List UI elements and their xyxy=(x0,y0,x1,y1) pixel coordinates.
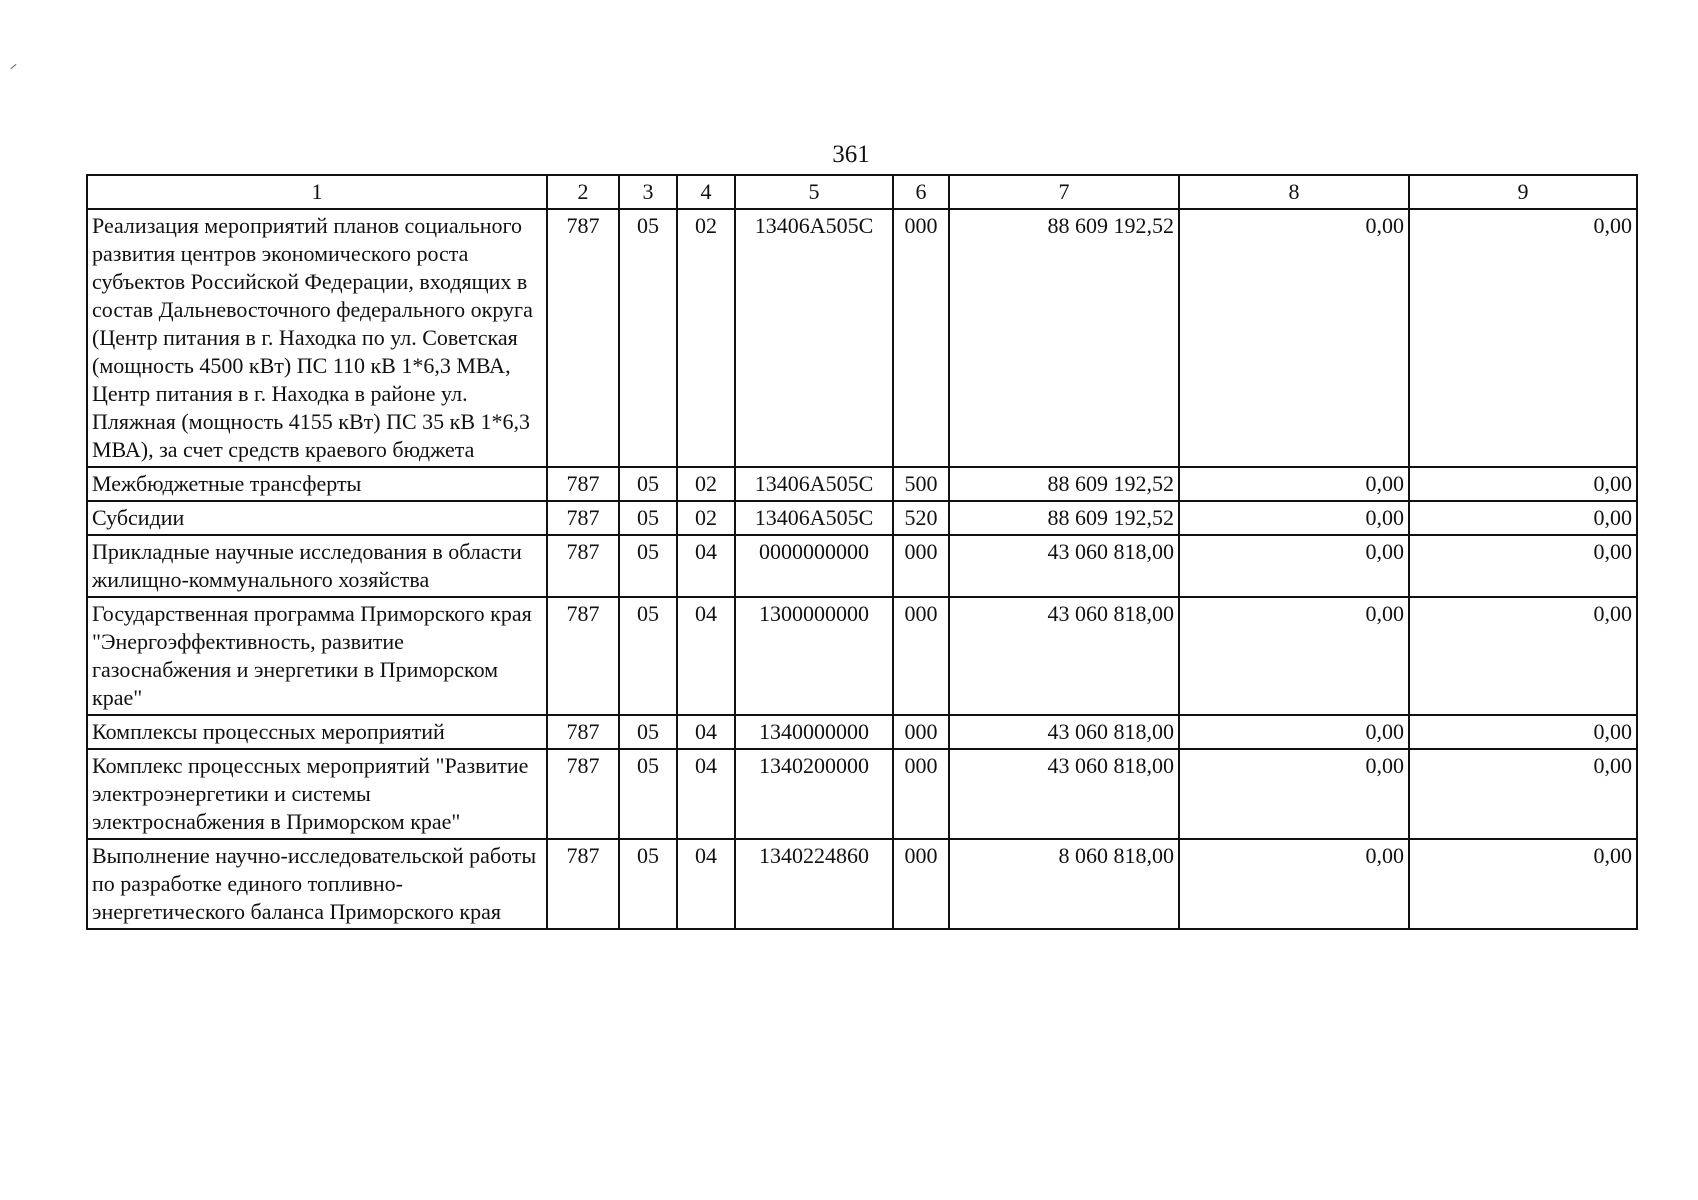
row-col-5: 1340000000 xyxy=(735,715,893,749)
row-col-2: 787 xyxy=(547,209,619,467)
row-col-7: 88 609 192,52 xyxy=(949,209,1179,467)
row-col-6: 000 xyxy=(893,209,949,467)
header-col-2: 2 xyxy=(547,175,619,209)
row-name: Межбюджетные трансферты xyxy=(87,467,547,501)
row-col-9: 0,00 xyxy=(1409,715,1637,749)
table-row xyxy=(87,839,1637,929)
row-col-3: 05 xyxy=(619,597,677,715)
row-col-8: 0,00 xyxy=(1179,501,1409,535)
row-col-2: 787 xyxy=(547,501,619,535)
row-col-6: 000 xyxy=(893,597,949,715)
budget-table xyxy=(86,174,1638,930)
table-row xyxy=(87,467,1637,501)
row-col-2: 787 xyxy=(547,597,619,715)
row-col-9: 0,00 xyxy=(1409,467,1637,501)
row-col-4: 04 xyxy=(677,715,735,749)
row-col-3: 05 xyxy=(619,209,677,467)
row-col-8: 0,00 xyxy=(1179,749,1409,839)
row-col-3: 05 xyxy=(619,715,677,749)
row-col-6: 520 xyxy=(893,501,949,535)
row-col-4: 04 xyxy=(677,535,735,597)
row-col-8: 0,00 xyxy=(1179,715,1409,749)
row-col-9: 0,00 xyxy=(1409,535,1637,597)
header-col-1: 1 xyxy=(87,175,547,209)
row-col-3: 05 xyxy=(619,467,677,501)
row-col-8: 0,00 xyxy=(1179,467,1409,501)
row-col-8: 0,00 xyxy=(1179,839,1409,929)
table-row xyxy=(87,209,1637,467)
row-col-6: 000 xyxy=(893,839,949,929)
row-col-8: 0,00 xyxy=(1179,535,1409,597)
row-col-4: 04 xyxy=(677,839,735,929)
table-row xyxy=(87,749,1637,839)
row-name: Государственная программа Приморского края "Энергоэффективность, развитие газоснабжения и энергетики в Приморском крае" xyxy=(87,597,547,715)
row-col-8: 0,00 xyxy=(1179,597,1409,715)
table-row xyxy=(87,535,1637,597)
row-name: Прикладные научные исследования в области жилищно-коммунального хозяйства xyxy=(87,535,547,597)
row-col-7: 88 609 192,52 xyxy=(949,467,1179,501)
row-col-5: 0000000000 xyxy=(735,535,893,597)
row-col-6: 000 xyxy=(893,535,949,597)
row-col-6: 500 xyxy=(893,467,949,501)
header-col-6: 6 xyxy=(893,175,949,209)
row-col-2: 787 xyxy=(547,839,619,929)
header-col-8: 8 xyxy=(1179,175,1409,209)
header-col-9: 9 xyxy=(1409,175,1637,209)
page-number: 361 xyxy=(832,141,870,168)
row-name: Выполнение научно-исследовательской работы по разработке единого топливно-энергетического баланса Приморского края xyxy=(87,839,547,929)
row-col-5: 1340224860 xyxy=(735,839,893,929)
row-col-7: 43 060 818,00 xyxy=(949,597,1179,715)
row-name: Субсидии xyxy=(87,501,547,535)
row-col-4: 04 xyxy=(677,597,735,715)
row-col-4: 02 xyxy=(677,467,735,501)
row-col-3: 05 xyxy=(619,839,677,929)
row-col-5: 13406А505С xyxy=(735,209,893,467)
row-name: Комплексы процессных мероприятий xyxy=(87,715,547,749)
row-col-2: 787 xyxy=(547,749,619,839)
row-col-7: 43 060 818,00 xyxy=(949,749,1179,839)
row-col-3: 05 xyxy=(619,535,677,597)
row-col-5: 13406А505С xyxy=(735,501,893,535)
row-col-9: 0,00 xyxy=(1409,839,1637,929)
scan-mark xyxy=(10,64,16,69)
table-row xyxy=(87,501,1637,535)
row-col-6: 000 xyxy=(893,749,949,839)
row-col-2: 787 xyxy=(547,535,619,597)
row-col-8: 0,00 xyxy=(1179,209,1409,467)
table-row xyxy=(87,597,1637,715)
row-col-9: 0,00 xyxy=(1409,209,1637,467)
row-col-4: 04 xyxy=(677,749,735,839)
header-row xyxy=(87,175,1637,209)
row-col-5: 13406А505С xyxy=(735,467,893,501)
row-col-9: 0,00 xyxy=(1409,501,1637,535)
row-name: Комплекс процессных мероприятий "Развитие электроэнергетики и системы электроснабжения в Приморском крае" xyxy=(87,749,547,839)
header-col-3: 3 xyxy=(619,175,677,209)
row-col-6: 000 xyxy=(893,715,949,749)
table-row xyxy=(87,715,1637,749)
row-col-3: 05 xyxy=(619,749,677,839)
row-col-3: 05 xyxy=(619,501,677,535)
row-col-4: 02 xyxy=(677,209,735,467)
row-col-2: 787 xyxy=(547,467,619,501)
row-col-9: 0,00 xyxy=(1409,597,1637,715)
row-col-4: 02 xyxy=(677,501,735,535)
header-col-4: 4 xyxy=(677,175,735,209)
row-col-7: 43 060 818,00 xyxy=(949,715,1179,749)
row-col-5: 1300000000 xyxy=(735,597,893,715)
row-col-7: 88 609 192,52 xyxy=(949,501,1179,535)
row-col-5: 1340200000 xyxy=(735,749,893,839)
row-col-7: 8 060 818,00 xyxy=(949,839,1179,929)
row-name: Реализация мероприятий планов социального развития центров экономического роста субъектов Российской Федерации, входящих в состав Дальневосточного федерального округа (Центр питания в г. Находка по ул. Советская (мощность 4500 кВт) ПС 110 кВ 1*6,3 МВА, Центр питания в г. Находка в районе ул. Пляжная (мощность 4155 кВт) ПС 35 кВ 1*6,3 МВА), за счет средств краевого бюджета xyxy=(87,209,547,467)
header-col-5: 5 xyxy=(735,175,893,209)
row-col-2: 787 xyxy=(547,715,619,749)
header-col-7: 7 xyxy=(949,175,1179,209)
row-col-9: 0,00 xyxy=(1409,749,1637,839)
row-col-7: 43 060 818,00 xyxy=(949,535,1179,597)
